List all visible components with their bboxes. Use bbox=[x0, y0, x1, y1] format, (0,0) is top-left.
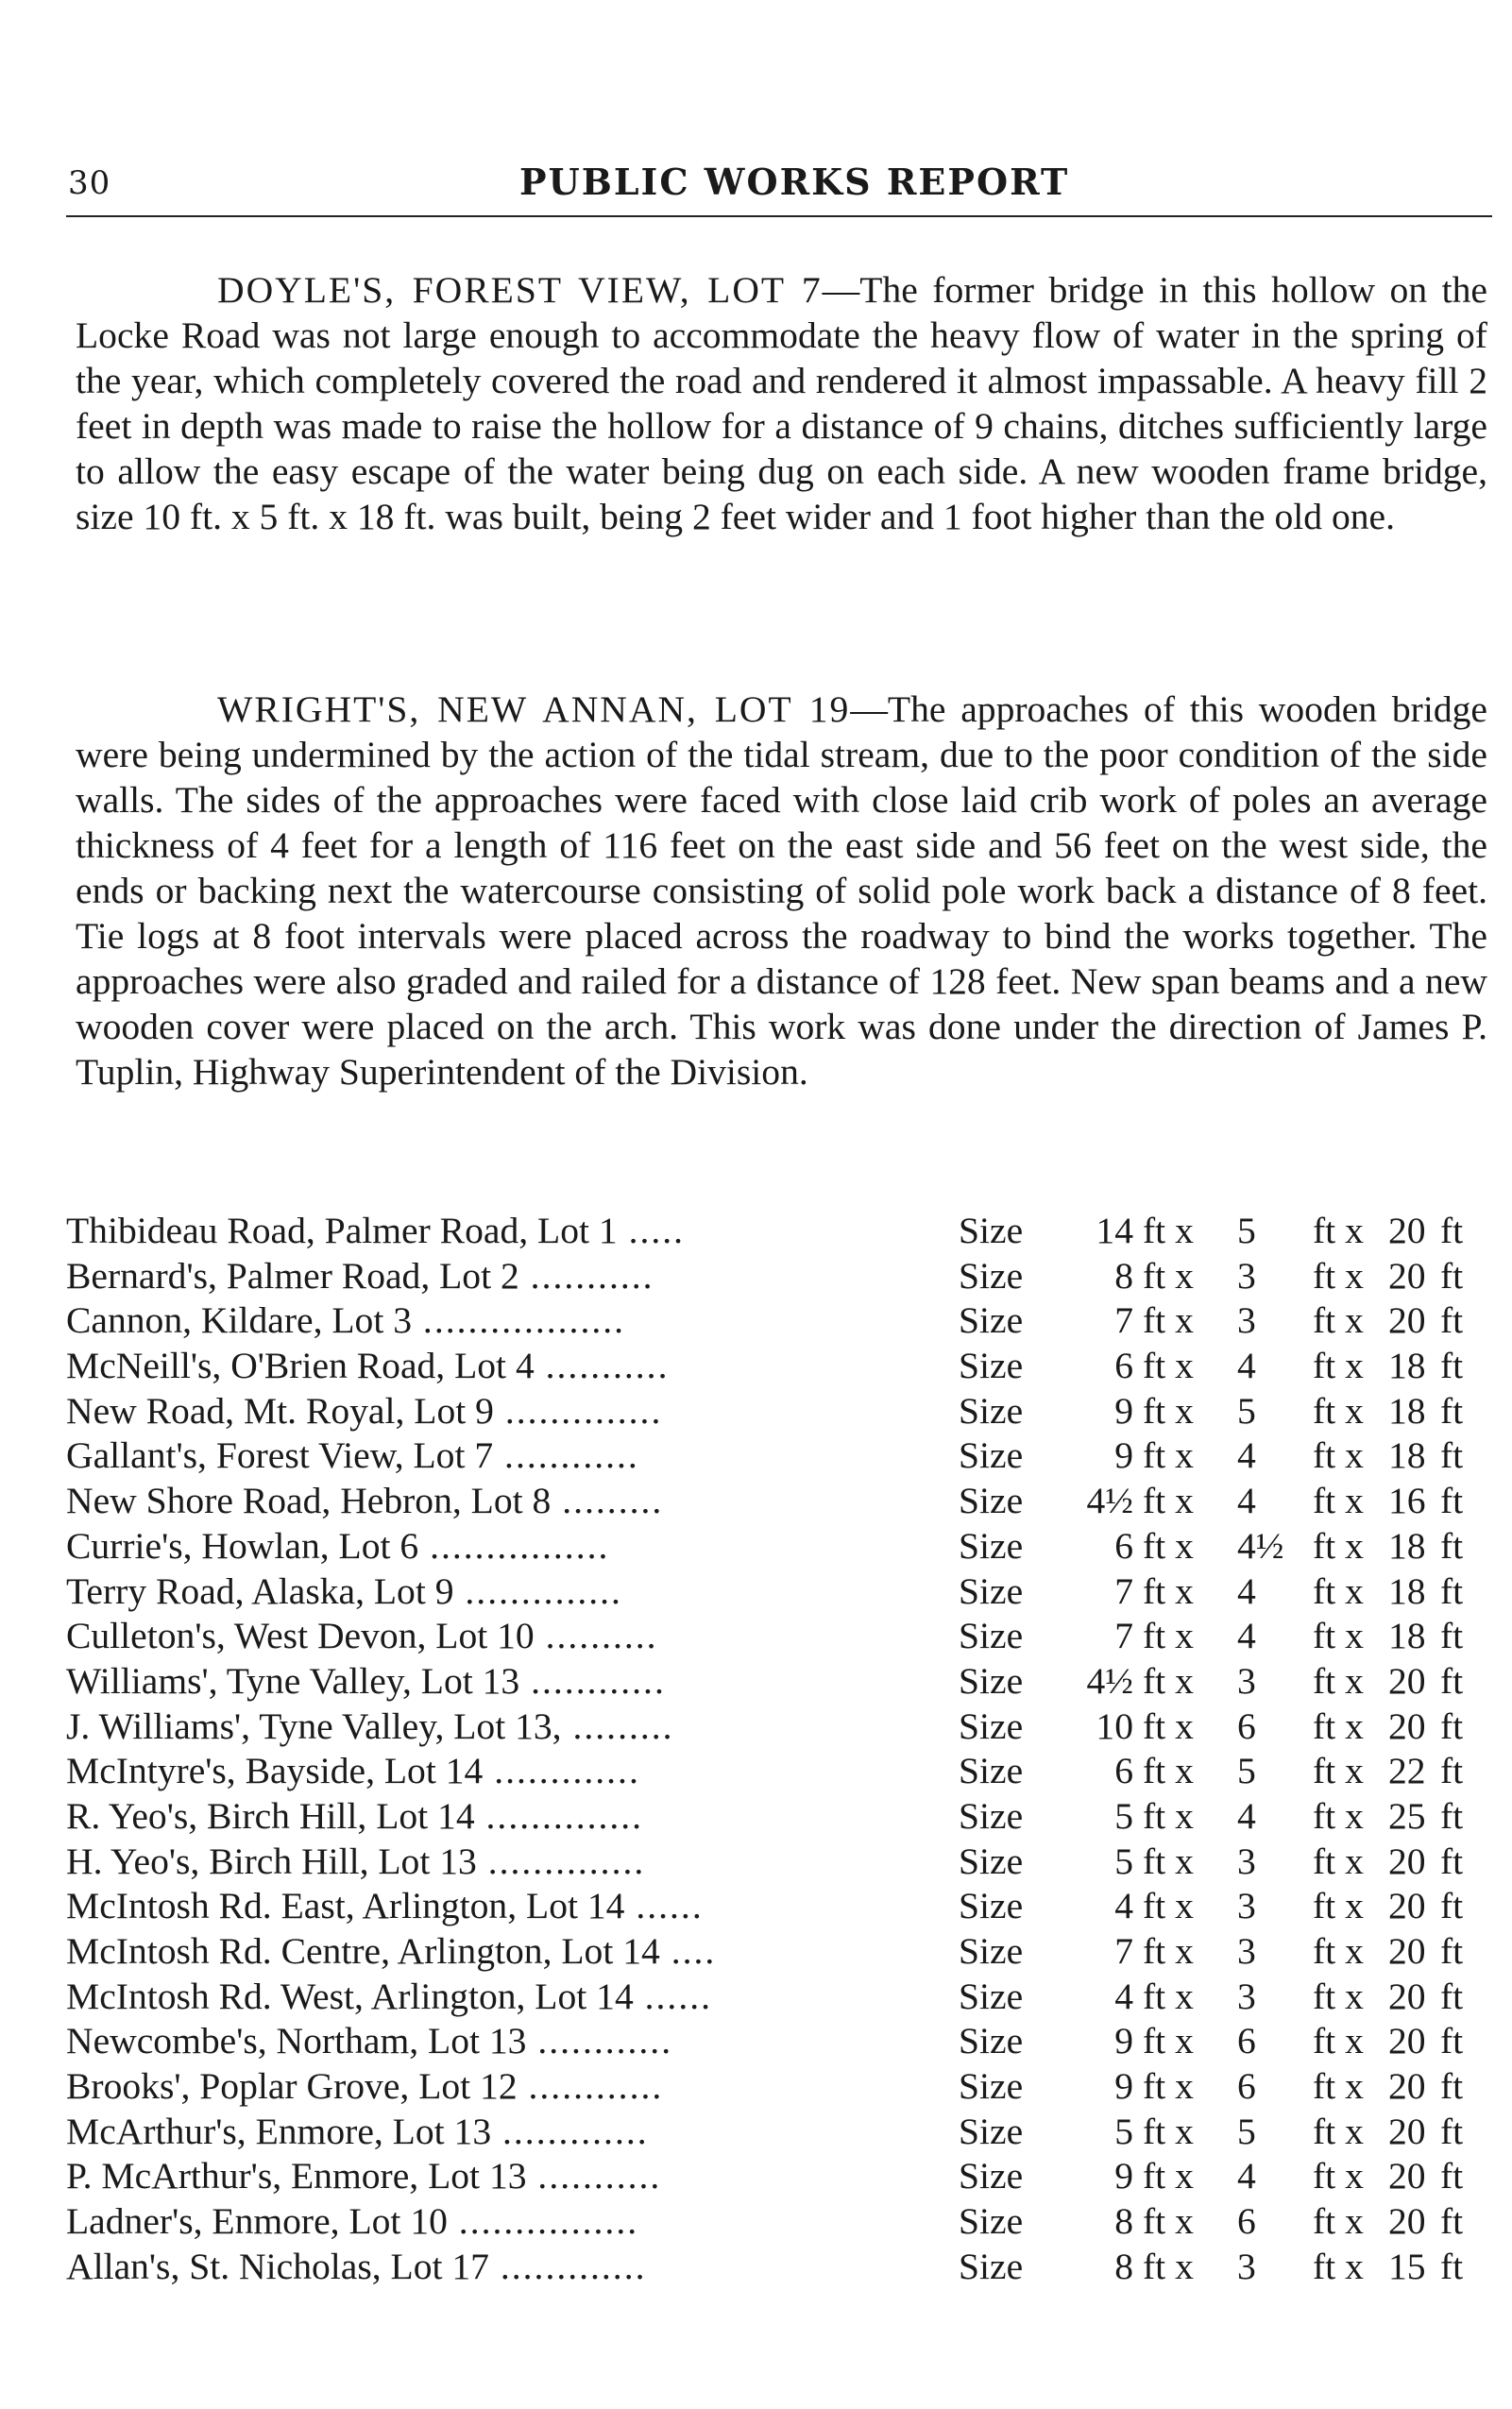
bridge-name bbox=[66, 1840, 954, 1883]
size-label: Size bbox=[959, 1569, 1024, 1612]
dot-leader: ............ bbox=[519, 1659, 666, 1702]
dimension-b: 3 bbox=[1237, 1930, 1256, 1972]
unit-c: ft bbox=[1440, 1524, 1464, 1567]
dimension-a: 8 bbox=[1114, 2200, 1133, 2243]
dimension-c: 20 bbox=[1388, 1659, 1426, 1702]
dot-leader: .............. bbox=[453, 1569, 622, 1612]
unit-b: ft x bbox=[1313, 1705, 1364, 1747]
list-item bbox=[66, 2154, 1492, 2199]
list-item bbox=[66, 1434, 1492, 1479]
dimension-a: 7 bbox=[1114, 1299, 1133, 1342]
list-item bbox=[66, 1479, 1492, 1524]
unit-b: ft x bbox=[1313, 2200, 1364, 2243]
bridge-name-text: McIntosh Rd. West, Arlington, Lot 14 bbox=[66, 1975, 634, 2017]
bridge-name bbox=[66, 2019, 954, 2062]
dimension-b: 6 bbox=[1237, 2065, 1256, 2108]
bridge-name-text: H. Yeo's, Birch Hill, Lot 13 bbox=[66, 1840, 477, 1882]
unit-b: ft x bbox=[1313, 1615, 1364, 1657]
unit-a: ft x bbox=[1143, 1705, 1194, 1747]
bridge-name-text: Allan's, St. Nicholas, Lot 17 bbox=[66, 2245, 489, 2287]
unit-a: ft x bbox=[1143, 1615, 1194, 1657]
dot-leader: .............. bbox=[493, 1389, 663, 1432]
dimension-c: 20 bbox=[1388, 1254, 1426, 1297]
dimension-c: 18 bbox=[1388, 1569, 1426, 1612]
page-number: 30 bbox=[68, 164, 111, 202]
list-item bbox=[66, 1524, 1492, 1569]
size-label: Size bbox=[959, 2200, 1024, 2243]
unit-a: ft x bbox=[1143, 1480, 1194, 1522]
unit-b: ft x bbox=[1313, 1569, 1364, 1612]
dimension-a: 6 bbox=[1114, 1345, 1133, 1387]
dimension-b: 4 bbox=[1237, 1434, 1256, 1477]
unit-a: ft x bbox=[1143, 1210, 1194, 1251]
dimension-b: 4 bbox=[1237, 1615, 1256, 1657]
dot-leader: .................. bbox=[412, 1299, 626, 1342]
unit-c: ft bbox=[1440, 2065, 1464, 2108]
dimension-c: 18 bbox=[1388, 1345, 1426, 1387]
dimension-c: 15 bbox=[1388, 2245, 1426, 2287]
unit-b: ft x bbox=[1313, 1750, 1364, 1792]
bridge-name-text: Cannon, Kildare, Lot 3 bbox=[66, 1299, 413, 1342]
bridge-name bbox=[66, 2064, 954, 2108]
unit-a: ft x bbox=[1143, 1794, 1194, 1837]
bridge-name-text: McNeill's, O'Brien Road, Lot 4 bbox=[66, 1345, 535, 1387]
dot-leader: .............. bbox=[476, 1840, 646, 1882]
bridge-name bbox=[66, 1209, 954, 1252]
dimension-b: 4 bbox=[1237, 1480, 1256, 1522]
list-item bbox=[66, 1209, 1492, 1254]
dimension-b: 4 bbox=[1237, 2155, 1256, 2197]
unit-b: ft x bbox=[1313, 1434, 1364, 1477]
size-label: Size bbox=[959, 1659, 1024, 1702]
size-label: Size bbox=[959, 1885, 1024, 1927]
unit-b: ft x bbox=[1313, 2020, 1364, 2062]
dimension-c: 18 bbox=[1388, 1389, 1426, 1432]
unit-a: ft x bbox=[1143, 1524, 1194, 1567]
unit-a: ft x bbox=[1143, 2020, 1194, 2062]
dot-leader: .......... bbox=[534, 1615, 658, 1657]
dot-leader: ..... bbox=[617, 1210, 686, 1251]
dot-leader: ........... bbox=[526, 2155, 662, 2197]
bridge-name-text: Newcombe's, Northam, Lot 13 bbox=[66, 2020, 527, 2062]
unit-b: ft x bbox=[1313, 1840, 1364, 1882]
dimension-c: 20 bbox=[1388, 1705, 1426, 1747]
unit-a: ft x bbox=[1143, 2110, 1194, 2152]
bridge-name bbox=[66, 1389, 954, 1433]
bridge-name bbox=[66, 2199, 954, 2243]
list-item bbox=[66, 2064, 1492, 2110]
dimension-b: 6 bbox=[1237, 2020, 1256, 2062]
dimension-b: 3 bbox=[1237, 1885, 1256, 1927]
dimension-a: 4½ bbox=[1086, 1659, 1133, 1702]
dimension-b: 4 bbox=[1237, 1345, 1256, 1387]
unit-c: ft bbox=[1440, 1794, 1464, 1837]
size-label: Size bbox=[959, 2110, 1024, 2152]
unit-b: ft x bbox=[1313, 1794, 1364, 1837]
unit-b: ft x bbox=[1313, 1524, 1364, 1567]
dimension-a: 9 bbox=[1114, 1434, 1133, 1477]
dot-leader: ...... bbox=[624, 1885, 704, 1927]
dimension-c: 20 bbox=[1388, 2200, 1426, 2243]
size-label: Size bbox=[959, 1794, 1024, 1837]
dimension-b: 3 bbox=[1237, 1659, 1256, 1702]
dimension-a: 9 bbox=[1114, 1389, 1133, 1432]
size-label: Size bbox=[959, 2155, 1024, 2197]
bridge-name bbox=[66, 2245, 954, 2288]
bridge-name-text: Terry Road, Alaska, Lot 9 bbox=[66, 1569, 454, 1612]
list-item bbox=[66, 1298, 1492, 1344]
unit-c: ft bbox=[1440, 1434, 1464, 1477]
dimension-a: 6 bbox=[1114, 1524, 1133, 1567]
bridge-name-text: Culleton's, West Devon, Lot 10 bbox=[66, 1615, 535, 1657]
unit-a: ft x bbox=[1143, 2065, 1194, 2108]
unit-b: ft x bbox=[1313, 2245, 1364, 2287]
unit-a: ft x bbox=[1143, 1254, 1194, 1297]
dot-leader: ................ bbox=[418, 1524, 610, 1567]
dimension-c: 20 bbox=[1388, 1885, 1426, 1927]
dot-leader: ............ bbox=[526, 2020, 673, 2062]
unit-b: ft x bbox=[1313, 1930, 1364, 1972]
dimension-a: 5 bbox=[1114, 1794, 1133, 1837]
unit-a: ft x bbox=[1143, 1930, 1194, 1972]
bridge-name-text: Williams', Tyne Valley, Lot 13 bbox=[66, 1659, 520, 1702]
list-item bbox=[66, 1884, 1492, 1929]
unit-c: ft bbox=[1440, 1840, 1464, 1882]
dimension-b: 3 bbox=[1237, 1975, 1256, 2017]
unit-a: ft x bbox=[1143, 1434, 1194, 1477]
unit-a: ft x bbox=[1143, 1299, 1194, 1342]
bridge-name bbox=[66, 2110, 954, 2153]
size-label: Size bbox=[959, 1389, 1024, 1432]
dimension-a: 7 bbox=[1114, 1615, 1133, 1657]
unit-a: ft x bbox=[1143, 1840, 1194, 1882]
bridge-name-text: Currie's, Howlan, Lot 6 bbox=[66, 1524, 419, 1567]
dimension-c: 20 bbox=[1388, 1930, 1426, 1972]
bridge-name-text: McIntyre's, Bayside, Lot 14 bbox=[66, 1750, 484, 1792]
list-item bbox=[66, 2019, 1492, 2064]
size-label: Size bbox=[959, 1930, 1024, 1972]
unit-b: ft x bbox=[1313, 1254, 1364, 1297]
dimension-c: 20 bbox=[1388, 2110, 1426, 2152]
unit-c: ft bbox=[1440, 1615, 1464, 1657]
dimension-c: 18 bbox=[1388, 1524, 1426, 1567]
dot-leader: ........... bbox=[518, 1254, 654, 1297]
dimension-a: 6 bbox=[1114, 1750, 1133, 1792]
bridge-name-text: Thibideau Road, Palmer Road, Lot 1 bbox=[66, 1210, 618, 1251]
bridge-name bbox=[66, 1749, 954, 1792]
bridge-name-text: J. Williams', Tyne Valley, Lot 13, bbox=[66, 1705, 562, 1747]
dimension-a: 14 bbox=[1096, 1210, 1133, 1251]
page-header bbox=[66, 159, 1492, 217]
list-item bbox=[66, 1569, 1492, 1615]
dimension-b: 5 bbox=[1237, 1750, 1256, 1792]
unit-a: ft x bbox=[1143, 1345, 1194, 1387]
paragraph-wrights bbox=[76, 687, 1487, 1094]
dimension-a: 9 bbox=[1114, 2065, 1133, 2108]
unit-c: ft bbox=[1440, 1569, 1464, 1612]
bridge-name bbox=[66, 1434, 954, 1477]
bridge-name bbox=[66, 1884, 954, 1927]
dimension-c: 18 bbox=[1388, 1434, 1426, 1477]
size-label: Size bbox=[959, 1299, 1024, 1342]
size-label: Size bbox=[959, 1434, 1024, 1477]
unit-a: ft x bbox=[1143, 2155, 1194, 2197]
bridge-name-text: New Road, Mt. Royal, Lot 9 bbox=[66, 1389, 494, 1432]
unit-c: ft bbox=[1440, 1210, 1464, 1251]
bridge-name bbox=[66, 1659, 954, 1703]
running-title: PUBLIC WORKS REPORT bbox=[519, 161, 1070, 203]
unit-c: ft bbox=[1440, 1254, 1464, 1297]
dimension-a: 10 bbox=[1096, 1705, 1133, 1747]
dimension-c: 20 bbox=[1388, 1975, 1426, 2017]
dimension-b: 3 bbox=[1237, 1840, 1256, 1882]
unit-b: ft x bbox=[1313, 1389, 1364, 1432]
size-label: Size bbox=[959, 1750, 1024, 1792]
size-label: Size bbox=[959, 2065, 1024, 2108]
list-item bbox=[66, 1794, 1492, 1840]
unit-c: ft bbox=[1440, 1885, 1464, 1927]
bridge-name bbox=[66, 1524, 954, 1568]
dimension-a: 8 bbox=[1114, 1254, 1133, 1297]
dimension-b: 6 bbox=[1237, 2200, 1256, 2243]
list-item bbox=[66, 1840, 1492, 1885]
size-label: Size bbox=[959, 1210, 1024, 1251]
unit-a: ft x bbox=[1143, 1659, 1194, 1702]
list-item bbox=[66, 1705, 1492, 1750]
bridge-name-text: New Shore Road, Hebron, Lot 8 bbox=[66, 1480, 552, 1522]
dot-leader: ........... bbox=[534, 1345, 670, 1387]
unit-b: ft x bbox=[1313, 1345, 1364, 1387]
unit-b: ft x bbox=[1313, 1975, 1364, 2017]
dimension-a: 4 bbox=[1114, 1975, 1133, 2017]
size-label: Size bbox=[959, 1345, 1024, 1387]
bridge-name bbox=[66, 1569, 954, 1613]
bridge-name bbox=[66, 1298, 954, 1342]
dimension-a: 9 bbox=[1114, 2155, 1133, 2197]
dimension-a: 4 bbox=[1114, 1885, 1133, 1927]
list-item bbox=[66, 2199, 1492, 2245]
list-item bbox=[66, 1975, 1492, 2020]
unit-c: ft bbox=[1440, 1705, 1464, 1747]
bridge-name bbox=[66, 1705, 954, 1748]
unit-a: ft x bbox=[1143, 1750, 1194, 1792]
dimension-a: 5 bbox=[1114, 1840, 1133, 1882]
paragraph-doyles bbox=[76, 267, 1487, 539]
list-item bbox=[66, 2110, 1492, 2155]
unit-b: ft x bbox=[1313, 1659, 1364, 1702]
unit-b: ft x bbox=[1313, 1480, 1364, 1522]
dimension-c: 20 bbox=[1388, 1210, 1426, 1251]
dimension-a: 7 bbox=[1114, 1930, 1133, 1972]
unit-a: ft x bbox=[1143, 2245, 1194, 2287]
list-item bbox=[66, 1389, 1492, 1434]
dimension-a: 5 bbox=[1114, 2110, 1133, 2152]
bridge-name-text: McIntosh Rd. Centre, Arlington, Lot 14 bbox=[66, 1930, 660, 1972]
bridge-name-text: Gallant's, Forest View, Lot 7 bbox=[66, 1434, 494, 1477]
unit-c: ft bbox=[1440, 2245, 1464, 2287]
unit-a: ft x bbox=[1143, 2200, 1194, 2243]
dimension-b: 3 bbox=[1237, 2245, 1256, 2287]
unit-b: ft x bbox=[1313, 1885, 1364, 1927]
unit-b: ft x bbox=[1313, 2110, 1364, 2152]
bridge-name-text: R. Yeo's, Birch Hill, Lot 14 bbox=[66, 1794, 475, 1837]
dimension-b: 3 bbox=[1237, 1299, 1256, 1342]
unit-c: ft bbox=[1440, 2200, 1464, 2243]
unit-c: ft bbox=[1440, 1480, 1464, 1522]
size-label: Size bbox=[959, 1705, 1024, 1747]
dot-leader: .... bbox=[659, 1930, 717, 1972]
list-item bbox=[66, 1659, 1492, 1705]
dimension-a: 8 bbox=[1114, 2245, 1133, 2287]
unit-c: ft bbox=[1440, 1299, 1464, 1342]
dimension-b: 4 bbox=[1237, 1794, 1256, 1837]
dimension-b: 3 bbox=[1237, 1254, 1256, 1297]
bridge-name bbox=[66, 1344, 954, 1387]
dimension-b: 4 bbox=[1237, 1569, 1256, 1612]
dot-leader: ............ bbox=[493, 1434, 639, 1477]
size-label: Size bbox=[959, 2020, 1024, 2062]
size-label: Size bbox=[959, 1975, 1024, 2017]
paragraph-heading: WRIGHT'S, NEW ANNAN, LOT 19 bbox=[217, 688, 851, 730]
unit-c: ft bbox=[1440, 1930, 1464, 1972]
list-item bbox=[66, 1749, 1492, 1794]
unit-a: ft x bbox=[1143, 1975, 1194, 2017]
dimension-a: 4½ bbox=[1086, 1480, 1133, 1522]
bridge-name-text: Bernard's, Palmer Road, Lot 2 bbox=[66, 1254, 519, 1297]
bridge-list bbox=[66, 1209, 1492, 2290]
unit-b: ft x bbox=[1313, 1210, 1364, 1251]
unit-c: ft bbox=[1440, 2110, 1464, 2152]
size-label: Size bbox=[959, 1524, 1024, 1567]
dot-leader: ............. bbox=[488, 2245, 647, 2287]
paragraph-heading: DOYLE'S, FOREST VIEW, LOT 7 bbox=[217, 269, 823, 311]
unit-c: ft bbox=[1440, 1750, 1464, 1792]
dimension-c: 20 bbox=[1388, 1840, 1426, 1882]
unit-c: ft bbox=[1440, 2020, 1464, 2062]
unit-a: ft x bbox=[1143, 1885, 1194, 1927]
list-item bbox=[66, 1614, 1492, 1659]
dimension-b: 4½ bbox=[1237, 1524, 1284, 1567]
size-label: Size bbox=[959, 1840, 1024, 1882]
bridge-name-text: Brooks', Poplar Grove, Lot 12 bbox=[66, 2065, 518, 2108]
dimension-c: 20 bbox=[1388, 2065, 1426, 2108]
unit-c: ft bbox=[1440, 1389, 1464, 1432]
dot-leader: ................ bbox=[447, 2200, 639, 2243]
bridge-name bbox=[66, 1614, 954, 1657]
unit-c: ft bbox=[1440, 1659, 1464, 1702]
bridge-name bbox=[66, 1929, 954, 1973]
dot-leader: .............. bbox=[474, 1794, 644, 1837]
list-item bbox=[66, 1929, 1492, 1975]
dimension-b: 5 bbox=[1237, 2110, 1256, 2152]
dimension-b: 6 bbox=[1237, 1705, 1256, 1747]
unit-b: ft x bbox=[1313, 2155, 1364, 2197]
dot-leader: ......... bbox=[561, 1705, 674, 1747]
bridge-name bbox=[66, 1975, 954, 2018]
unit-a: ft x bbox=[1143, 1569, 1194, 1612]
size-label: Size bbox=[959, 1480, 1024, 1522]
size-label: Size bbox=[959, 1615, 1024, 1657]
dimension-c: 25 bbox=[1388, 1794, 1426, 1837]
list-item bbox=[66, 1344, 1492, 1389]
unit-c: ft bbox=[1440, 1975, 1464, 2017]
paragraph-body: —The former bridge in this hollow on the Locke Road was not large enough to accommodate the heavy flow of water in the spring of the year, which completely covered the road and rendered it almost impassable. A heavy fill 2 feet in depth was made to raise the hollow for a distance of 9 chains, ditches sufficiently large to allow the easy escape of the water being dug on each side. A new wooden frame bridge, size 10 ft. x 5 ft. x 18 ft. was built, being 2 feet wider and 1 foot higher than the old one. bbox=[76, 269, 1487, 537]
dot-leader: ......... bbox=[551, 1480, 664, 1522]
dimension-b: 5 bbox=[1237, 1210, 1256, 1251]
unit-b: ft x bbox=[1313, 2065, 1364, 2108]
dimension-c: 16 bbox=[1388, 1480, 1426, 1522]
dimension-a: 7 bbox=[1114, 1569, 1133, 1612]
unit-b: ft x bbox=[1313, 1299, 1364, 1342]
unit-a: ft x bbox=[1143, 1389, 1194, 1432]
size-label: Size bbox=[959, 2245, 1024, 2287]
dimension-c: 20 bbox=[1388, 2020, 1426, 2062]
dimension-c: 18 bbox=[1388, 1615, 1426, 1657]
bridge-name-text: P. McArthur's, Enmore, Lot 13 bbox=[66, 2155, 527, 2197]
unit-c: ft bbox=[1440, 2155, 1464, 2197]
dot-leader: ............ bbox=[517, 2065, 664, 2108]
dimension-a: 9 bbox=[1114, 2020, 1133, 2062]
bridge-name bbox=[66, 2154, 954, 2197]
dot-leader: ...... bbox=[633, 1975, 713, 2017]
dot-leader: ............. bbox=[491, 2110, 649, 2152]
dimension-b: 5 bbox=[1237, 1389, 1256, 1432]
bridge-name bbox=[66, 1794, 954, 1838]
unit-c: ft bbox=[1440, 1345, 1464, 1387]
dimension-c: 22 bbox=[1388, 1750, 1426, 1792]
list-item bbox=[66, 2245, 1492, 2290]
list-item bbox=[66, 1254, 1492, 1299]
bridge-name bbox=[66, 1479, 954, 1522]
paragraph-body: —The approaches of this wooden bridge were being undermined by the action of the tidal stream, due to the poor condition of the side walls. The sides of the approaches were faced with close laid crib work of poles an average thickness of 4 feet for a length of 116 feet on the east side and 56 feet on the west side, the ends or backing next the watercourse consisting of solid pole work back a distance of 8 feet. Tie logs at 8 foot intervals were placed across the roadway to bind the works together. The approaches were also graded and railed for a distance of 128 feet. New span beams and a new wooden cover were placed on the arch. This work was done under the direction of James P. Tuplin, Highway Superintendent of the Division. bbox=[76, 688, 1487, 1093]
dot-leader: ............. bbox=[483, 1750, 640, 1792]
bridge-name-text: McIntosh Rd. East, Arlington, Lot 14 bbox=[66, 1885, 625, 1927]
bridge-name-text: Ladner's, Enmore, Lot 10 bbox=[66, 2200, 448, 2243]
bridge-name bbox=[66, 1254, 954, 1298]
size-label: Size bbox=[959, 1254, 1024, 1297]
dimension-c: 20 bbox=[1388, 1299, 1426, 1342]
dimension-c: 20 bbox=[1388, 2155, 1426, 2197]
bridge-name-text: McArthur's, Enmore, Lot 13 bbox=[66, 2110, 492, 2152]
